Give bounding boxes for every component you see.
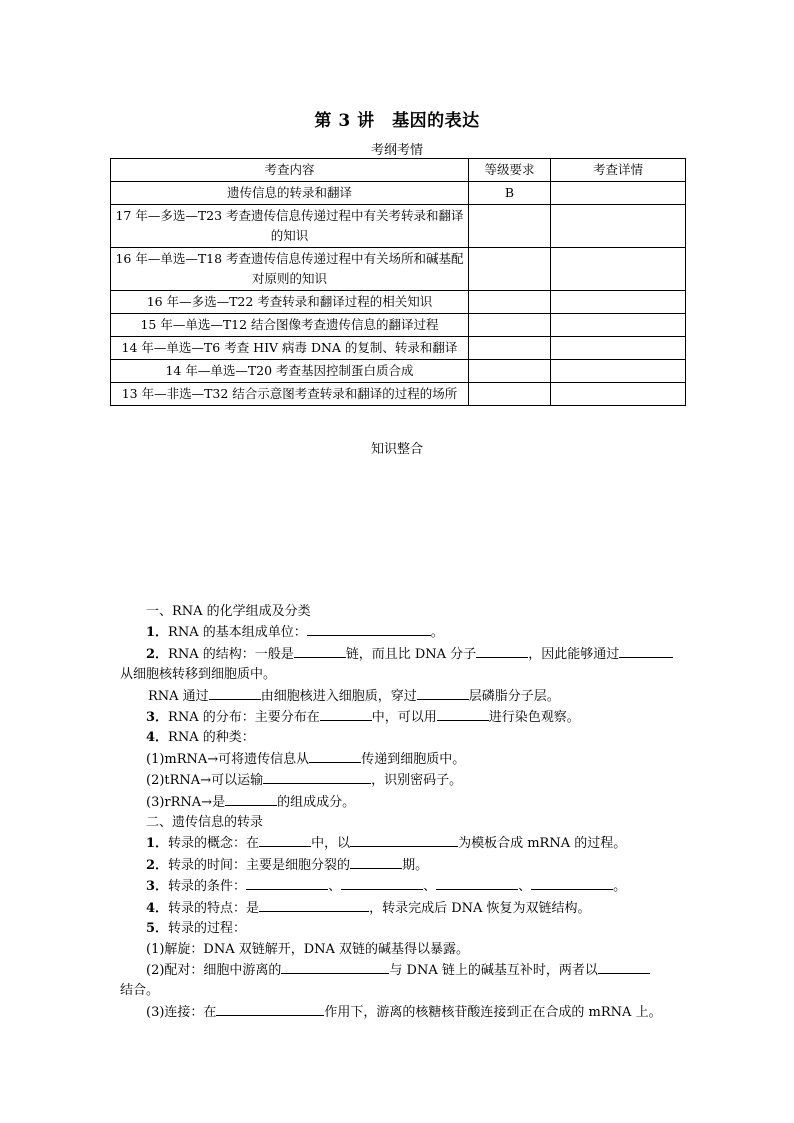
blank-field[interactable] xyxy=(216,1002,324,1016)
table-cell-level xyxy=(469,314,551,337)
question-text: (3)rRNA→是 xyxy=(146,794,226,810)
blank-field[interactable] xyxy=(307,622,431,636)
blank-field[interactable] xyxy=(209,686,261,700)
question-number: 1． xyxy=(146,625,169,641)
table-row xyxy=(111,291,686,314)
question-3 xyxy=(120,707,680,728)
table-cell-level: B xyxy=(469,182,551,205)
table-cell-details xyxy=(551,205,686,248)
table-cell-level xyxy=(469,205,551,248)
table-cell-content: 15 年—单选—T12 结合图像考查遗传信息的翻译过程 xyxy=(111,314,469,337)
question-number: 5． xyxy=(146,921,169,937)
table-cell-details xyxy=(551,337,686,360)
table-row xyxy=(111,248,686,291)
transcription-5-2-continued: 结合。 xyxy=(120,983,160,999)
question-4-1 xyxy=(120,749,680,770)
question-text: (1)mRNA→可将遗传信息从 xyxy=(146,751,310,767)
question-text: 为模板合成 mRNA 的过程。 xyxy=(458,836,627,852)
blank-field[interactable] xyxy=(246,876,328,890)
question-text: RNA 的结构：一般是 xyxy=(168,646,294,662)
question-text: (2)配对：细胞中游离的 xyxy=(146,962,282,978)
transcription-3 xyxy=(120,876,680,897)
blank-field[interactable] xyxy=(341,876,423,890)
transcription-1 xyxy=(120,833,680,854)
header-level: 等级要求 xyxy=(469,159,551,182)
question-text: 期。 xyxy=(402,857,429,873)
page-title: 第 3 讲 基因的表达 xyxy=(314,111,480,131)
blank-field[interactable] xyxy=(598,960,650,974)
table-cell-level xyxy=(469,291,551,314)
blank-field[interactable] xyxy=(417,686,469,700)
table-cell-content: 遗传信息的转录和翻译 xyxy=(111,182,469,205)
question-text: 传递到细胞质中。 xyxy=(361,751,466,767)
separator: 、 xyxy=(518,879,532,895)
table-cell-details xyxy=(551,291,686,314)
transcription-5 xyxy=(120,919,680,939)
question-number: 2． xyxy=(146,857,169,873)
blank-field[interactable] xyxy=(350,855,402,869)
blank-field[interactable] xyxy=(320,707,372,721)
exam-table xyxy=(110,158,686,406)
question-text: 由细胞核进入细胞质，穿过 xyxy=(260,688,417,704)
heading-transcription: 二、遗传信息的转录 xyxy=(146,815,264,831)
question-text: ，识别密码子。 xyxy=(371,773,463,789)
question-1 xyxy=(120,622,680,643)
transcription-5-3 xyxy=(120,1002,680,1023)
question-4-2 xyxy=(120,770,680,791)
transcription-5-2 xyxy=(120,960,680,981)
table-header-row xyxy=(111,159,686,182)
question-text: (3)连接：在 xyxy=(146,1004,217,1020)
question-number: 3． xyxy=(146,879,169,895)
question-text: ，因此能够通过 xyxy=(528,646,620,662)
question-text: RNA 的分布：主要分布在 xyxy=(168,710,320,726)
question-text: 转录的条件： xyxy=(168,879,247,895)
question-text: ，转录完成后 DNA 恢复为双链结构。 xyxy=(369,900,591,916)
question-text: 层磷脂分子层。 xyxy=(468,688,560,704)
separator: 、 xyxy=(423,879,437,895)
question-4 xyxy=(120,728,680,748)
table-row xyxy=(111,205,686,248)
blank-field[interactable] xyxy=(294,644,346,658)
transcription-2 xyxy=(120,855,680,876)
blank-field[interactable] xyxy=(281,960,389,974)
blank-field[interactable] xyxy=(436,876,518,890)
table-cell-content: 16 年—多选—T22 考查转录和翻译过程的相关知识 xyxy=(111,291,469,314)
table-cell-content: 13 年—非选—T32 结合示意图考查转录和翻译的过程的场所 xyxy=(111,383,469,406)
table-cell-details xyxy=(551,248,686,291)
blank-field[interactable] xyxy=(531,876,613,890)
blank-field[interactable] xyxy=(619,644,673,658)
question-text: 进行染色观察。 xyxy=(488,710,580,726)
question-text: RNA 的种类： xyxy=(168,730,255,746)
question-text: 与 DNA 链上的碱基互补时，两者以 xyxy=(389,962,598,978)
question-text: (2)tRNA→可以运输 xyxy=(146,773,264,789)
question-number: 4． xyxy=(146,730,169,746)
question-text: 。 xyxy=(613,879,627,895)
table-row xyxy=(111,360,686,383)
blank-field[interactable] xyxy=(309,749,361,763)
table-cell-content: 14 年—单选—T20 考查基因控制蛋白质合成 xyxy=(111,360,469,383)
table-row xyxy=(111,337,686,360)
table-cell-details xyxy=(551,182,686,205)
header-content: 考查内容 xyxy=(111,159,469,182)
table-cell-level xyxy=(469,360,551,383)
question-4-3 xyxy=(120,792,680,813)
separator: 、 xyxy=(328,879,342,895)
question-text: 的组成成分。 xyxy=(277,794,356,810)
question-text: 。 xyxy=(430,625,444,641)
table-cell-content: 17 年—多选—T23 考查遗传信息传递过程中有关考转录和翻译的知识 xyxy=(111,205,469,248)
exam-outline-heading: 考纲考情 xyxy=(370,143,423,158)
table-row xyxy=(111,182,686,205)
question-text: 作用下，游离的核糖核苷酸连接到正在合成的 mRNA 上。 xyxy=(324,1004,662,1020)
table-cell-content: 14 年—单选—T6 考查 HIV 病毒 DNA 的复制、转录和翻译 xyxy=(111,337,469,360)
question-2 xyxy=(120,644,680,665)
table-cell-content: 16 年—单选—T18 考查遗传信息传递过程中有关场所和碱基配对原则的知识 xyxy=(111,248,469,291)
table-cell-level xyxy=(469,383,551,406)
blank-field[interactable] xyxy=(225,792,277,806)
blank-field[interactable] xyxy=(263,770,371,784)
question-number: 2． xyxy=(146,646,169,662)
table-row xyxy=(111,314,686,337)
transcription-4 xyxy=(120,898,680,919)
question-2-note xyxy=(120,686,680,707)
question-text: 转录的特点：是 xyxy=(168,900,260,916)
question-number: 4． xyxy=(146,900,169,916)
question-text: 中，以 xyxy=(311,836,351,852)
table-cell-details xyxy=(551,314,686,337)
question-text: 转录的过程： xyxy=(168,921,247,937)
worksheet-body xyxy=(120,602,680,1023)
blank-field[interactable] xyxy=(350,833,458,847)
table-cell-level xyxy=(469,337,551,360)
table-cell-details xyxy=(551,360,686,383)
question-text: RNA 的基本组成单位： xyxy=(168,625,307,641)
question-2-continued: 从细胞核转移到细胞质中。 xyxy=(120,667,277,683)
heading-rna: 一、RNA 的化学组成及分类 xyxy=(146,604,311,619)
question-text: 转录的时间：主要是细胞分裂的 xyxy=(168,857,351,873)
blank-field[interactable] xyxy=(259,898,369,912)
table-cell-details xyxy=(551,383,686,406)
table-row xyxy=(111,383,686,406)
question-text: 转录的概念：在 xyxy=(168,836,260,852)
blank-field[interactable] xyxy=(437,707,489,721)
question-number: 1． xyxy=(146,836,169,852)
blank-field[interactable] xyxy=(259,833,311,847)
question-number: 3． xyxy=(146,710,169,726)
header-details: 考查详情 xyxy=(551,159,686,182)
knowledge-section-heading: 知识整合 xyxy=(370,442,423,457)
transcription-5-1: (1)解旋：DNA 双链解开，DNA 双链的碱基得以暴露。 xyxy=(146,941,470,957)
question-text: RNA 通过 xyxy=(148,688,209,704)
question-text: 链，而且比 DNA 分子 xyxy=(345,646,477,662)
table-cell-level xyxy=(469,248,551,291)
blank-field[interactable] xyxy=(476,644,528,658)
question-text: 中，可以用 xyxy=(371,710,437,726)
